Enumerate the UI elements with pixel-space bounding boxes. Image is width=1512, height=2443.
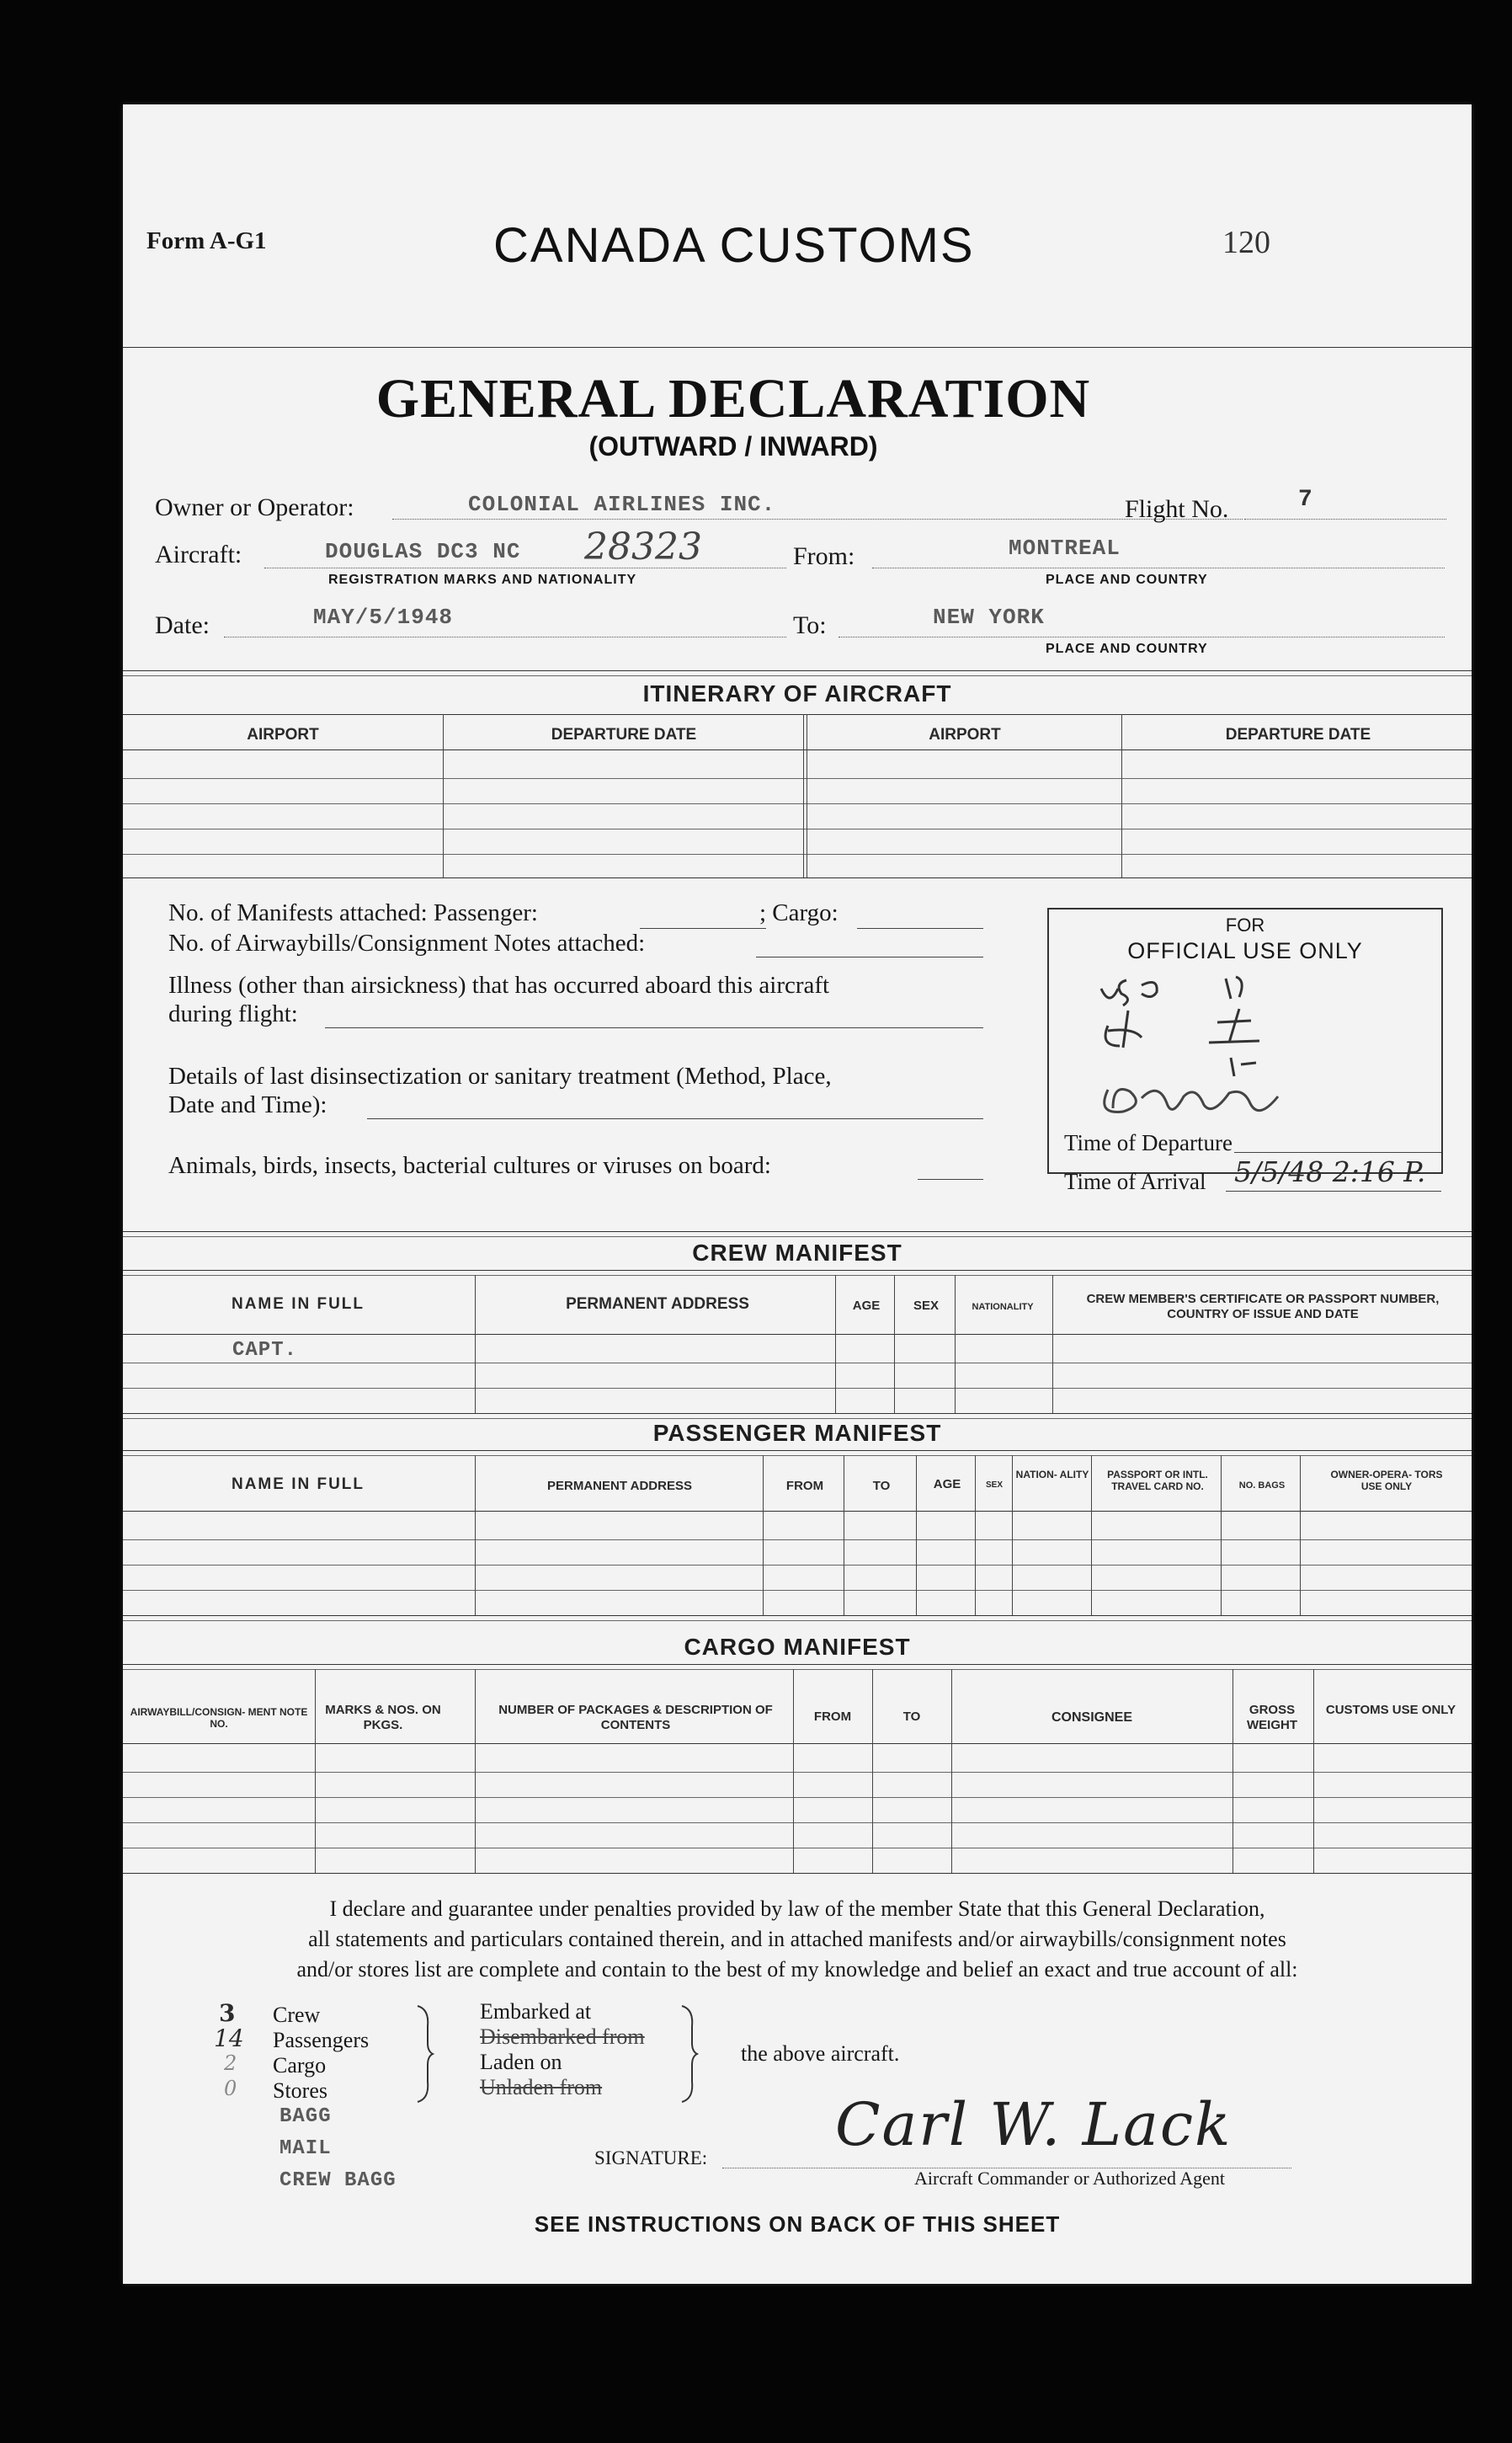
cargo-col-customs-use: CUSTOMS USE ONLY	[1325, 1703, 1456, 1717]
official-for: FOR	[1225, 915, 1265, 936]
passenger-header-rule-2	[123, 1455, 1472, 1456]
crew-col-divider	[475, 1275, 476, 1413]
declaration-line-1: I declare and guarantee under penalties provided by law of the member State that this General Declaration,	[329, 1896, 1265, 1921]
crew-count: 3	[219, 1999, 236, 2027]
passengers-count: 14	[214, 2024, 244, 2052]
illness-label-2: during flight:	[168, 1000, 298, 1027]
cargo-bottom-rule	[123, 1873, 1472, 1874]
to-caption: PLACE AND COUNTRY	[1046, 642, 1208, 656]
passenger-col-divider	[1091, 1455, 1092, 1615]
footer-instructions: SEE INSTRUCTIONS ON BACK OF THIS SHEET	[534, 2211, 1061, 2237]
from-value: MONTREAL	[1009, 536, 1121, 561]
pax-col-age: AGE	[933, 1477, 961, 1491]
crew-header-rule	[123, 1270, 1472, 1271]
itinerary-row-rule	[123, 803, 1472, 804]
passenger-header-rule	[123, 1450, 1472, 1451]
flight-line	[1244, 519, 1446, 520]
aircraft-typed: DOUGLAS DC3 NC	[325, 539, 521, 564]
embark-brace	[679, 2004, 699, 2104]
cargo-row-rule	[123, 1797, 1472, 1798]
departure-time-label: Time of Departure	[1064, 1130, 1232, 1155]
agency-title: CANADA CUSTOMS	[493, 218, 975, 273]
commander-signature: Carl W. Lack	[835, 2090, 1232, 2159]
declaration-line-3: and/or stores list are complete and contain to the best of my knowledge and belief an exact and true account of all:	[296, 1957, 1298, 1982]
cargo-manifest-line	[857, 928, 983, 929]
crew-bottom-rule	[123, 1413, 1472, 1414]
illness-label-1: Illness (other than airsickness) that has occurred aboard this aircraft	[168, 972, 830, 999]
passenger-row-rule	[123, 1565, 1472, 1566]
cargo-col-from: FROM	[813, 1710, 852, 1724]
passenger-row-rule	[123, 1539, 1472, 1540]
disinsect-label-2: Date and Time):	[168, 1091, 327, 1118]
cargo-col-packages: NUMBER OF PACKAGES & DESCRIPTION OF CONTENTS	[498, 1703, 773, 1732]
owner-label: Owner or Operator:	[155, 493, 354, 521]
cargo-title: CARGO MANIFEST	[684, 1634, 911, 1660]
crew-col-certificate: CREW MEMBER'S CERTIFICATE OR PASSPORT NUMBER, COUNTRY OF ISSUE AND DATE	[1086, 1292, 1440, 1321]
itin-col-airport-1: AIRPORT	[247, 726, 319, 744]
crew-col-address: PERMANENT ADDRESS	[566, 1295, 749, 1313]
crew-row-rule	[123, 1388, 1472, 1389]
date-value: MAY/5/1948	[313, 605, 454, 630]
cargo-row-rule	[123, 1743, 1472, 1744]
flight-label: Flight No.	[1125, 495, 1229, 523]
crew-col-divider	[955, 1275, 956, 1413]
crew-count-label: Crew	[273, 2003, 321, 2027]
itinerary-row-rule	[123, 854, 1472, 855]
passenger-col-divider	[763, 1455, 764, 1615]
form-id: Form A-G1	[146, 227, 267, 254]
passenger-title: PASSENGER MANIFEST	[652, 1420, 942, 1446]
itin-col-airport-2: AIRPORT	[929, 726, 1001, 744]
passenger-row-rule	[123, 1590, 1472, 1591]
cargo-col-to: TO	[902, 1710, 921, 1724]
counts-brace	[414, 2004, 434, 2104]
crew-top-rule-2	[123, 1236, 1472, 1237]
declaration-line-2: all statements and particulars contained therein, and in attached manifests and/or airwaybills/consignment notes	[308, 1927, 1286, 1951]
cargo-col-divider	[951, 1669, 952, 1873]
animals-label: Animals, birds, insects, bacterial cultures or viruses on board:	[168, 1152, 771, 1179]
cargo-label: ; Cargo:	[759, 899, 839, 926]
date-label: Date:	[155, 611, 210, 639]
passenger-row-rule	[123, 1511, 1472, 1512]
disinsect-line	[367, 1118, 983, 1119]
to-value: NEW YORK	[933, 605, 1045, 630]
aircraft-label: Aircraft:	[155, 541, 242, 568]
to-label: To:	[793, 611, 827, 639]
passenger-col-divider	[1221, 1455, 1222, 1615]
embarked-label: Embarked at	[480, 1999, 592, 2024]
cargo-count: 2	[224, 2051, 237, 2075]
itinerary-col-divider	[1121, 714, 1122, 877]
passenger-bottom-rule	[123, 1615, 1472, 1616]
cargo-col-divider	[1313, 1669, 1314, 1873]
flight-value: 7	[1298, 487, 1313, 513]
bagg-label: BAGG	[280, 2105, 332, 2128]
arrival-time-value: 5/5/48 2:16 P.	[1234, 1155, 1426, 1188]
disembarked-label: Disembarked from	[480, 2024, 645, 2049]
passenger-manifest-line	[640, 928, 766, 929]
crew-top-rule	[123, 1231, 1472, 1232]
cargo-count-label: Cargo	[273, 2053, 327, 2078]
cargo-col-consignee: CONSIGNEE	[1051, 1710, 1132, 1725]
above-aircraft-text: the above aircraft.	[741, 2041, 900, 2066]
cargo-col-divider	[872, 1669, 873, 1873]
pax-col-nationality: NATION- ALITY	[1015, 1469, 1089, 1480]
itin-col-departure-2: DEPARTURE DATE	[1225, 726, 1371, 744]
crew-col-nationality: NATIONALITY	[972, 1302, 1034, 1312]
pax-col-passport: PASSPORT OR INTL. TRAVEL CARD NO.	[1107, 1469, 1208, 1493]
itinerary-row-rule	[123, 778, 1472, 779]
header-rule	[123, 347, 1472, 348]
crew-row-1-name: CAPT.	[232, 1339, 298, 1362]
document-number: 120	[1222, 225, 1270, 260]
crew-row-rule	[123, 1334, 1472, 1335]
manifests-label: No. of Manifests attached: Passenger:	[168, 899, 538, 926]
passenger-col-divider	[1012, 1455, 1013, 1615]
crew-bagg-label: CREW BAGG	[280, 2169, 397, 2192]
passenger-col-divider	[975, 1455, 976, 1615]
passenger-top-rule	[123, 1418, 1472, 1419]
declaration-form	[123, 104, 1472, 2284]
cargo-col-divider	[475, 1669, 476, 1873]
cargo-col-divider	[793, 1669, 794, 1873]
owner-line	[392, 519, 1243, 520]
from-caption: PLACE AND COUNTRY	[1046, 573, 1208, 587]
arrival-time-label: Time of Arrival	[1064, 1169, 1206, 1194]
passenger-col-divider	[475, 1455, 476, 1615]
cargo-row-rule	[123, 1822, 1472, 1823]
crew-col-divider	[835, 1275, 836, 1413]
cargo-col-marks: MARKS & NOS. ON PKGS.	[325, 1703, 441, 1732]
cargo-top-rule	[123, 1620, 1472, 1621]
itinerary-top-rule-2	[123, 675, 1472, 676]
cargo-header-rule-2	[123, 1669, 1472, 1670]
pax-col-from: FROM	[785, 1479, 824, 1493]
cargo-col-divider	[1232, 1669, 1233, 1873]
laden-label: Laden on	[480, 2050, 562, 2074]
cargo-header-rule	[123, 1664, 1472, 1665]
illness-line	[325, 1027, 983, 1028]
pax-col-to: TO	[872, 1479, 891, 1493]
cargo-col-gross-weight: GROSS WEIGHT	[1247, 1703, 1297, 1732]
from-label: From:	[793, 542, 855, 570]
pax-col-sex: SEX	[985, 1480, 1003, 1490]
pax-col-owner-use: OWNER-OPERA- TORS USE ONLY	[1330, 1469, 1443, 1493]
arrival-time-line	[1226, 1191, 1441, 1192]
itinerary-col-divider	[803, 714, 804, 877]
form-subtitle: (OUTWARD / INWARD)	[588, 431, 878, 461]
signature-caption: Aircraft Commander or Authorized Agent	[914, 2168, 1226, 2189]
pax-col-address: PERMANENT ADDRESS	[547, 1479, 692, 1493]
crew-col-sex: SEX	[913, 1299, 939, 1313]
departure-time-line	[1234, 1152, 1441, 1153]
cargo-col-divider	[315, 1669, 316, 1873]
signature-label: SIGNATURE:	[594, 2147, 708, 2168]
itinerary-row-rule	[123, 749, 1472, 750]
animals-line	[918, 1179, 983, 1180]
official-handwriting-marks	[1091, 963, 1344, 1149]
cargo-col-airwaybill: AIRWAYBILL/CONSIGN- MENT NOTE NO.	[130, 1706, 308, 1731]
passenger-col-divider	[1300, 1455, 1301, 1615]
form-title: GENERAL DECLARATION	[375, 368, 1091, 429]
stores-count: 0	[224, 2077, 237, 2100]
itinerary-bottom-rule	[123, 877, 1472, 878]
official-label: OFFICIAL USE ONLY	[1127, 938, 1363, 963]
cargo-row-rule	[123, 1772, 1472, 1773]
itin-col-departure-1: DEPARTURE DATE	[551, 726, 697, 744]
crew-col-name: NAME IN FULL	[231, 1295, 365, 1313]
crew-col-divider	[1052, 1275, 1053, 1413]
itinerary-header-rule	[123, 714, 1472, 715]
itinerary-top-rule	[123, 670, 1472, 671]
disinsect-label-1: Details of last disinsectization or sanitary treatment (Method, Place,	[168, 1063, 832, 1090]
passengers-count-label: Passengers	[273, 2028, 370, 2052]
crew-title: CREW MANIFEST	[692, 1240, 902, 1266]
crew-header-rule-2	[123, 1275, 1472, 1276]
pax-col-bags: NO. BAGS	[1238, 1480, 1286, 1491]
itinerary-title: ITINERARY OF AIRCRAFT	[642, 680, 952, 707]
passenger-col-divider	[916, 1455, 917, 1615]
crew-col-divider	[894, 1275, 895, 1413]
airwaybills-label: No. of Airwaybills/Consignment Notes attached:	[168, 930, 646, 957]
stores-count-label: Stores	[273, 2078, 327, 2103]
aircraft-caption: REGISTRATION MARKS AND NATIONALITY	[328, 573, 637, 587]
owner-value: COLONIAL AIRLINES INC.	[468, 492, 776, 517]
unladen-label: Unladen from	[480, 2075, 603, 2099]
aircraft-registration-handwritten: 28323	[584, 525, 702, 568]
pax-col-name: NAME IN FULL	[231, 1475, 365, 1493]
crew-col-age: AGE	[852, 1299, 881, 1313]
itinerary-col-divider	[443, 714, 444, 877]
mail-label: MAIL	[280, 2137, 332, 2160]
